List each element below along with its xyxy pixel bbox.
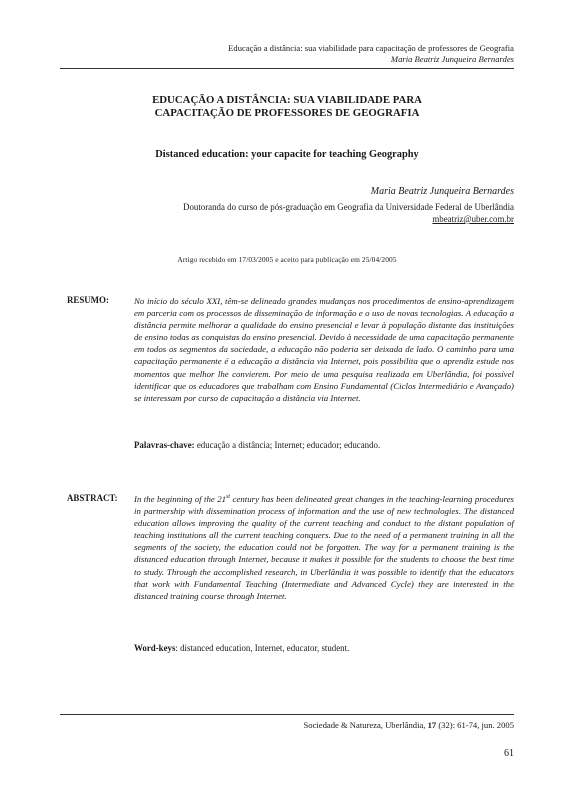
article-title [60, 94, 514, 120]
word-keys [134, 643, 514, 653]
author-name: Maria Beatriz Junqueira Bernardes [370, 186, 514, 197]
palavras-chave [134, 440, 514, 450]
palavras-chave-label: Palavras-chave: [134, 440, 195, 450]
footer-rule [60, 714, 514, 715]
author-affiliation: Doutoranda do curso de pós-graduação em Geografia da Universidade Federal de Uberlândia [183, 202, 514, 212]
citation-volume: 17 [427, 720, 437, 730]
header-rule [60, 68, 514, 69]
title-line-2: CAPACITAÇÃO DE PROFESSORES DE GEOGRAFIA [154, 107, 420, 119]
abstract-superscript: st [226, 494, 231, 501]
abstract-text [134, 493, 514, 602]
citation-prefix: Sociedade & Natureza, Uberlândia, [303, 720, 428, 730]
received-note: Artigo recebido em 17/03/2005 e aceito para publicação em 25/04/2005 [177, 255, 397, 264]
title-line-1: EDUCAÇÃO A DISTÂNCIA: SUA VIABILIDADE PARA [152, 94, 422, 106]
resumo-label: RESUMO: [67, 295, 109, 305]
abstract-text-start: In the beginning of the 21 [134, 494, 227, 504]
abstract-label: ABSTRACT: [67, 493, 118, 503]
running-head-author: Maria Beatriz Junqueira Bernardes [390, 54, 514, 64]
page-number: 61 [504, 748, 514, 759]
running-head-title: Educação a distância: sua viabilidade para capacitação de professores de Geografia [228, 43, 514, 53]
resumo-text: No início do século XXI, têm-se delineado grandes mudanças nos procedimentos de ensino-aprendizagem em parceria com os processos de disseminação de informação e o uso de novas tecnologias. A educação a distância permite melhorar a qualidade do ensino presencial e levar à população distante das instituições de ensino todas as conquistas do ensino presencial. Devido à necessidade de uma capacitação permanente em todos os segmentos da sociedade, a educação não poderia ser deixada de lado. O caminho para uma capacitação permanente é a educação a distância via Internet, pois possibilita que o aprendiz estude nos momentos que melhor lhe convierem. Por meio de uma pesquisa realizada em Uberlândia, foi possível identificar que os educadores que trabalham com Ensino Fundamental (Ciclos Intermediário e Avançado) se interessam por curso de capacitação a distância via Internet. [134, 296, 514, 403]
word-keys-label: Word-keys [134, 643, 176, 653]
abstract-text-rest: century has been delineated great changes in the teaching-learning procedures in partnership with dissemination process of information and the use of new technologies. The distanced education allows improving the quality of the current teaching and conduct to the distant population of teaching institutions all the current teaching conquers. Due to the need of a permanent training in all the segments of the society, the education could not be forgotten. The way for a permanent training is the distanced education through Internet, because it makes it possible for the students to choose the best time to study. Through the accomplished research, in Uberlândia it was possible to identify that the educators that work with Fundamental Teaching (Intermediate and Advanced Cycle) they are interested in the distanced training course through Internet. [134, 494, 514, 601]
palavras-chave-list: educação a distância; Internet; educador; educando. [194, 440, 381, 450]
journal-citation [304, 720, 515, 730]
word-keys-list: : distanced education, Internet, educator, student. [175, 643, 350, 653]
english-title: Distanced education: your capacite for teaching Geography [155, 149, 419, 160]
citation-suffix: (32): 61-74, jun. 2005 [436, 720, 514, 730]
author-email[interactable]: mbeatriz@uber.com.br [432, 214, 514, 224]
